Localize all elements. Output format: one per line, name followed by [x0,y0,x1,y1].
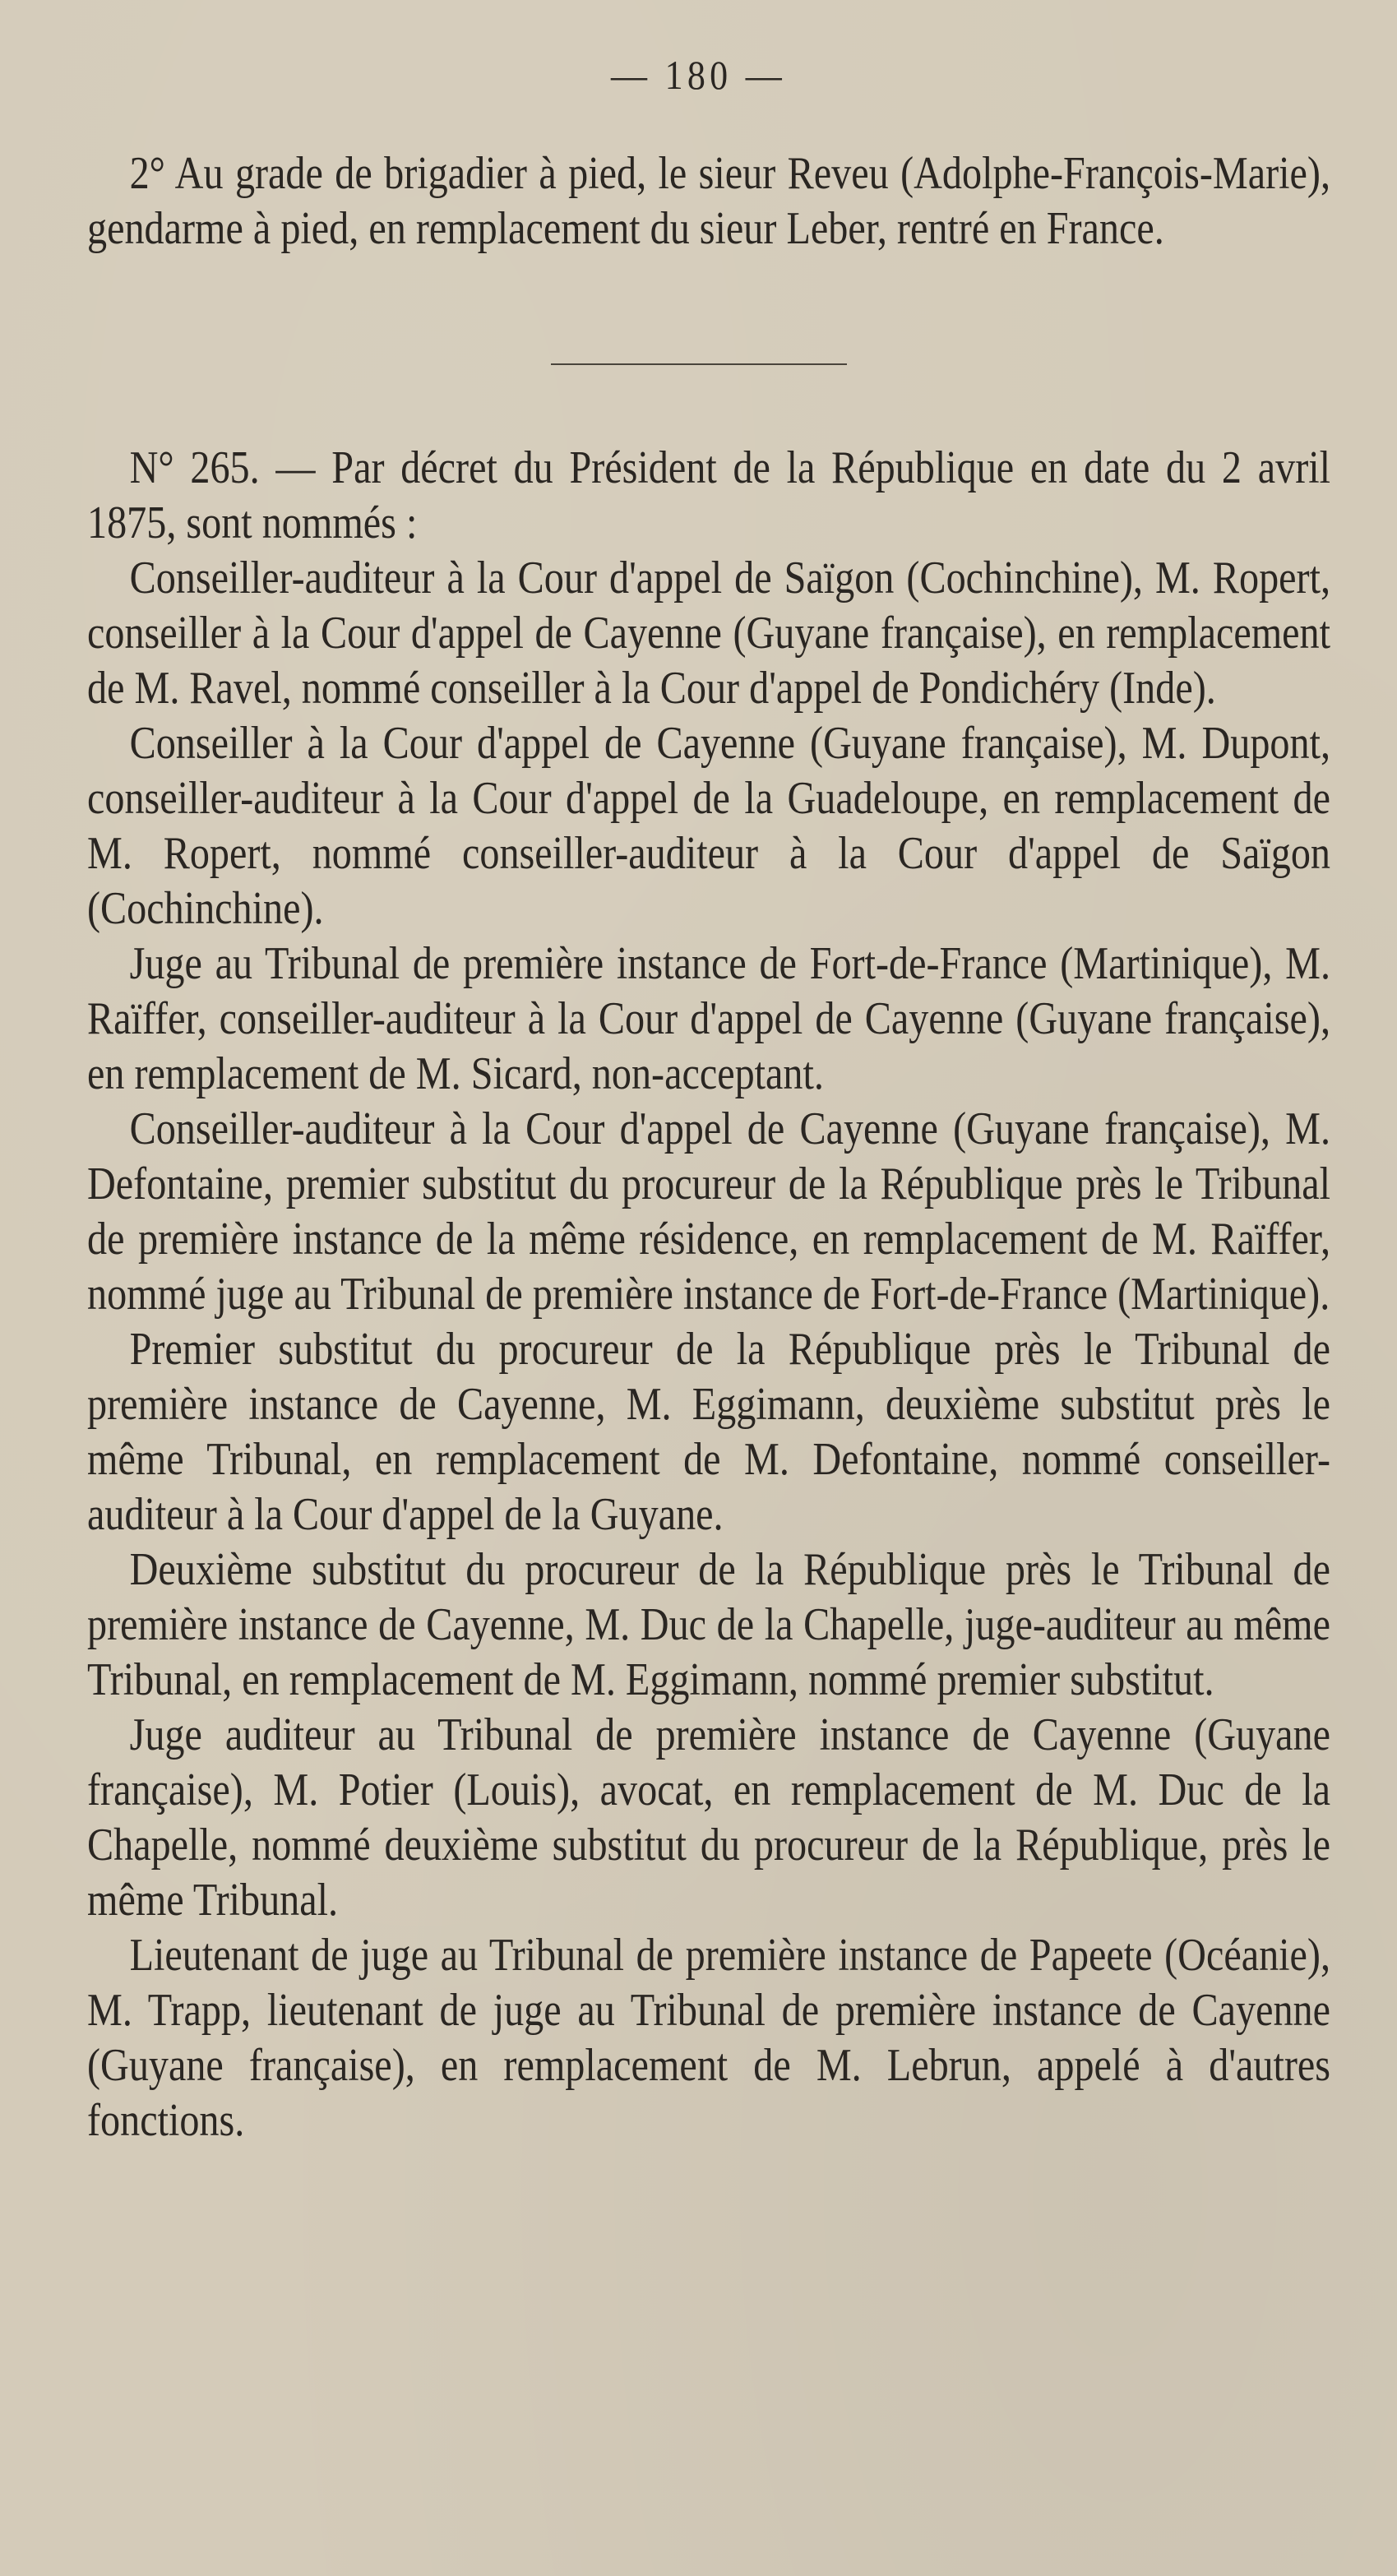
decree-265 [87,441,1330,2148]
paragraph-appointment-1: Conseiller-auditeur à la Cour d'appel de Saïgon (Cochinchine), M. Ropert, conseiller à la Cour d'appel de Cayenne (Guyane française), en remplacement de M. Ravel, nommé conseiller à la Cour d'appel de Pondichéry (Inde). [87,553,1331,714]
section-divider [551,363,847,365]
paragraph-appointment-4: Conseiller-auditeur à la Cour d'appel de Cayenne (Guyane française), M. Defontaine, premier substitut du procureur de la République près le Tribunal de première instance de la même résidence, en remplacement de M. Raïffer, nommé juge au Tribunal de première instance de Fort-de-France (Martinique). [87,1103,1331,1320]
paragraph-decree-intro: N° 265. — Par décret du Président de la République en date du 2 avril 1875, sont nommés : [87,442,1331,548]
paragraph-appointment-2: Conseiller à la Cour d'appel de Cayenne (Guyane française), M. Dupont, conseiller-auditeur à la Cour d'appel de la Guadeloupe, en remplacement de M. Ropert, nommé conseiller-auditeur à la Cour d'appel de Saïgon (Cochinchine). [87,718,1331,934]
paragraph-appointment-3: Juge au Tribunal de première instance de Fort-de-France (Martinique), M. Raïffer, conseiller-auditeur à la Cour d'appel de Cayenne (Guyane française), en remplacement de M. Sicard, non-acceptant. [87,938,1331,1099]
paragraph-brigadier: 2° Au grade de brigadier à pied, le sieur Reveu (Adolphe-François-Marie), gendarme à pied, en remplacement du sieur Leber, rentré en France. [87,148,1331,254]
paragraph-appointment-8: Lieutenant de juge au Tribunal de première instance de Papeete (Océanie), M. Trapp, lieutenant de juge au Tribunal de première instance de Cayenne (Guyane française), en remplacement de M. Lebrun, appelé à d'autres fonctions. [87,1930,1331,2146]
page-number: — 180 — [611,52,786,98]
paragraph-appointment-6: Deuxième substitut du procureur de la République près le Tribunal de première instance de Cayenne, M. Duc de la Chapelle, juge-auditeur au même Tribunal, en remplacement de M. Eggimann, nommé premier substitut. [87,1544,1331,1705]
paragraph-appointment-5: Premier substitut du procureur de la République près le Tribunal de première instance de Cayenne, M. Eggimann, deuxième substitut près le même Tribunal, en remplacement de M. Defontaine, nommé conseiller-auditeur à la Cour d'appel de la Guyane. [87,1324,1331,1540]
paragraph-appointment-7: Juge auditeur au Tribunal de première instance de Cayenne (Guyane française), M. Potier (Louis), avocat, en remplacement de M. Duc de la Chapelle, nommé deuxième substitut du procureur de la République, près le même Tribunal. [87,1709,1331,1926]
previous-entry [87,146,1330,257]
